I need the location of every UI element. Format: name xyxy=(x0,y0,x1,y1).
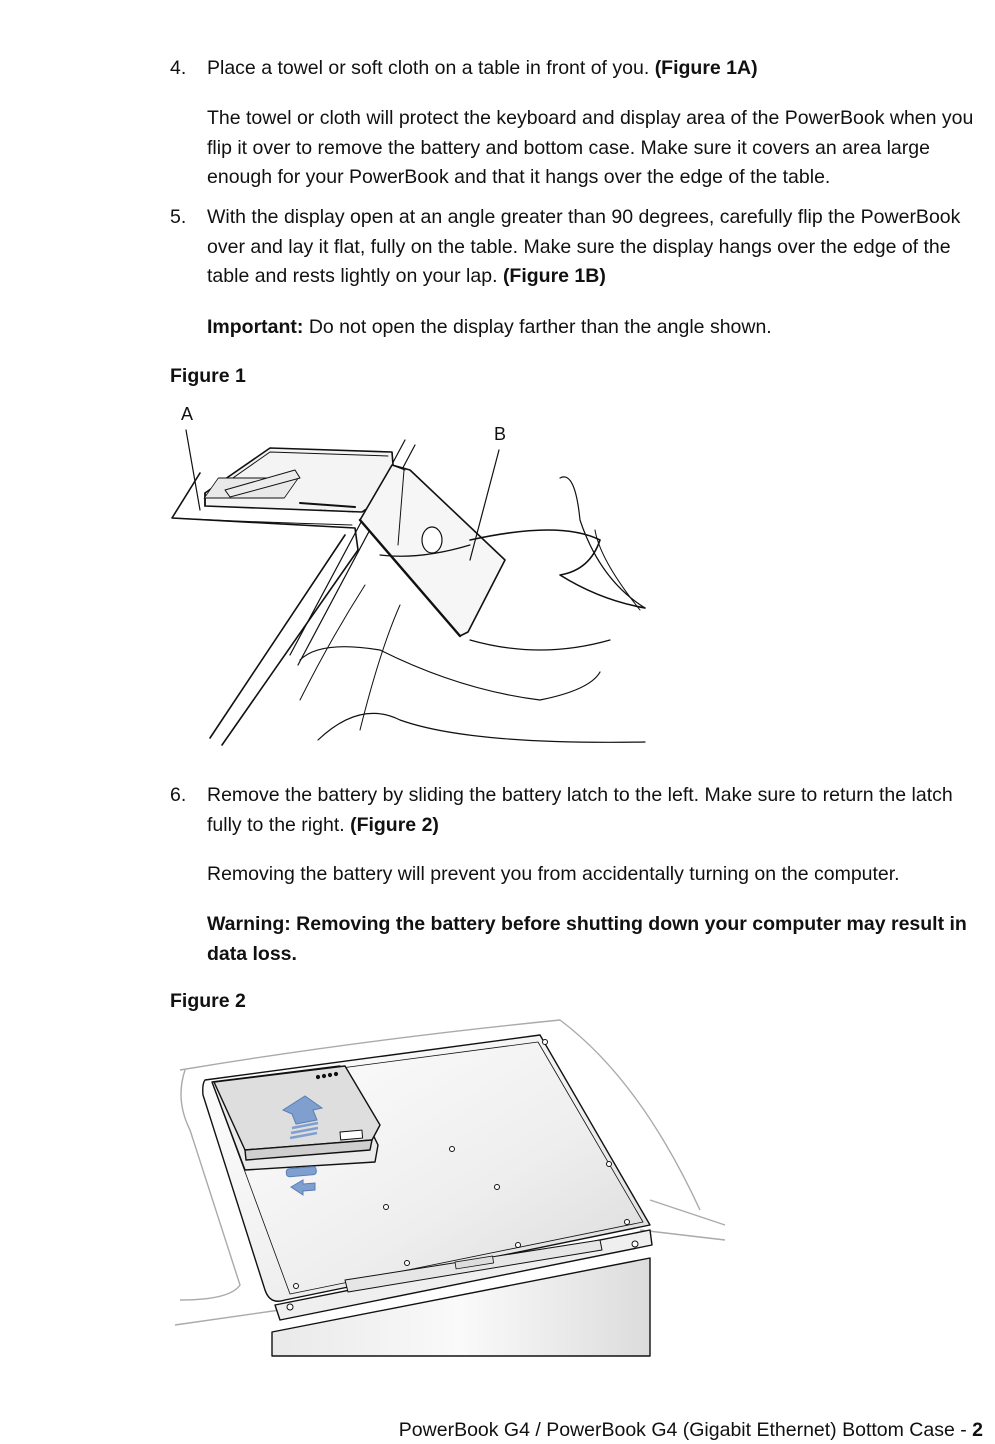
battery-note: Removing the battery will prevent you from accidentally turning on the computer. xyxy=(207,863,900,885)
figure-reference: (Figure 1B) xyxy=(502,265,606,287)
callout-b: B xyxy=(494,424,507,444)
important-text: Do not open the display farther than the angle shown. xyxy=(308,316,772,338)
figure-1-label: Figure 1 xyxy=(170,365,246,387)
step-text: Place a towel or soft cloth on a table in front of you. xyxy=(207,57,650,79)
step-text: With the display open at an angle greater than 90 degrees, carefully flip the PowerBook over and lay it flat, fully on the table. Make sure the display hangs over the edge of the table and rests lightly on your lap. xyxy=(207,206,961,287)
figure-reference: (Figure 2) xyxy=(350,813,439,836)
warning-note: Warning: Removing the battery before shutting down your computer may result in data loss. xyxy=(207,913,967,965)
footer-title: PowerBook G4 / PowerBook G4 (Gigabit Ethernet) Bottom Case - xyxy=(398,1419,973,1441)
step-number: 5. xyxy=(170,206,187,228)
towel-note: The towel or cloth will protect the keyboard and display area of the PowerBook when you flip it over to remove the battery and bottom case. Make sure it covers an area large enough for your PowerBook and that it hangs over the edge of the table. xyxy=(207,107,974,188)
step-text: Remove the battery by sliding the battery latch to the left. Make sure to return the latch fully to the right. xyxy=(207,784,953,836)
page-number: 2 xyxy=(972,1419,983,1441)
callout-a: A xyxy=(181,404,194,424)
step-number: 4. xyxy=(170,57,187,79)
figure-reference: (Figure 1A) xyxy=(654,57,758,79)
important-label: Important: xyxy=(207,316,304,338)
step-number: 6. xyxy=(170,784,187,806)
figure-2-label: Figure 2 xyxy=(170,990,246,1012)
page-footer xyxy=(399,1419,983,1442)
